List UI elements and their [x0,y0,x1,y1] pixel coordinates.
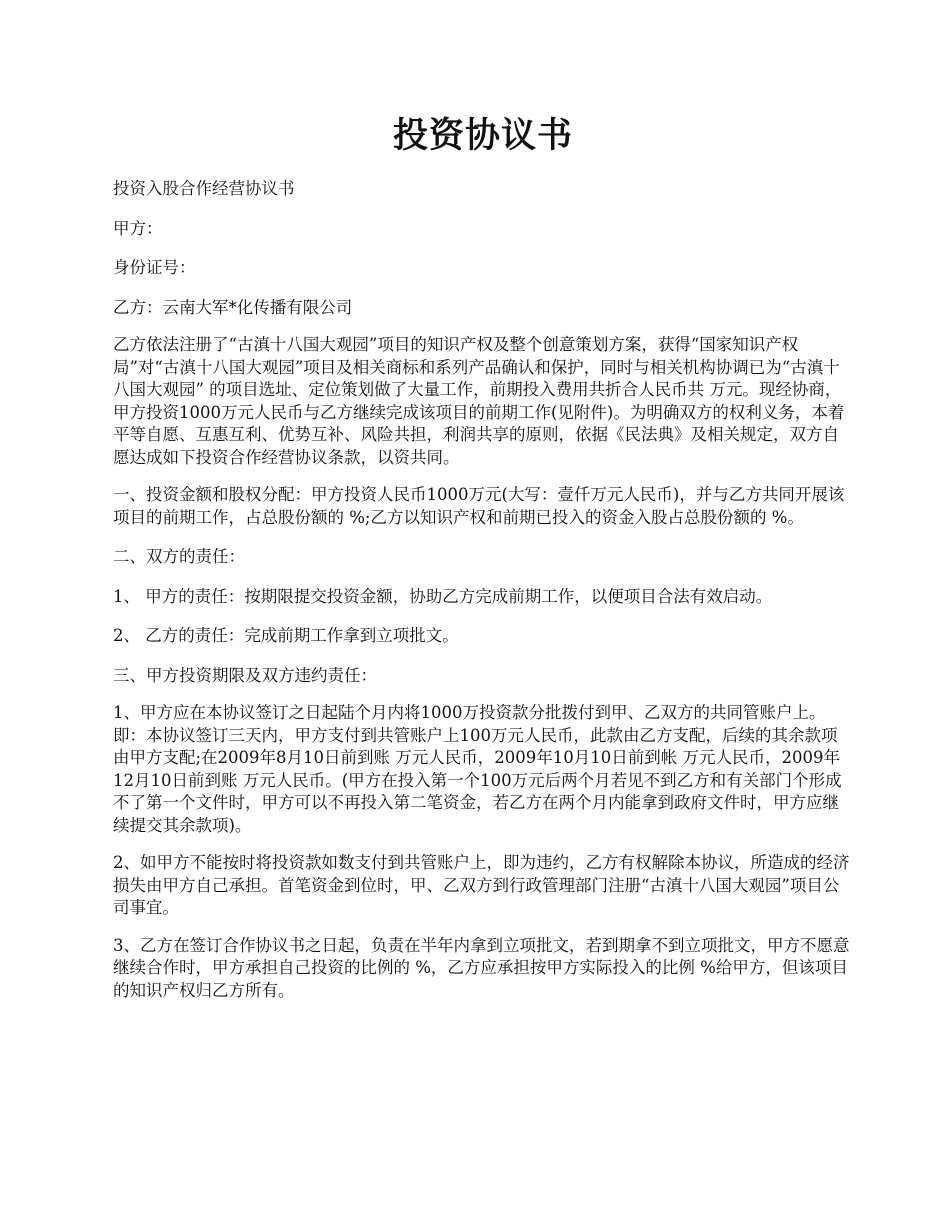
section-3-heading: 三、甲方投资期限及双方违约责任： [113,665,377,685]
section-3-item-2: 2、如甲方不能按时将投资款如数支付到共管账户上，即为违约，乙方有权解除本协议，所造成的经济损失由甲方自己承担。首笔资金到位时，甲、乙双方到行政管理部门注册“古滇十八国大观园”项目公司事宜。 [113,853,850,917]
section-1-paragraph: 一、投资金额和股权分配：甲方投资人民币1000万元(大写：壹仟万元人民币)，并与乙方共同开展该项目的前期工作，占总股份额的 %;乙方以知识产权和前期已投入的资金入股占总股份额的 %。 [113,485,845,527]
party-b-line: 乙方：云南大军*化传播有限公司 [113,297,353,317]
intro-paragraph: 乙方依法注册了“古滇十八国大观园”项目的知识产权及整个创意策划方案，获得“国家知识产权局”对“古滇十八国大观园”项目及相关商标和系列产品确认和保护，同时与相关机构协调已为“古滇十八国大观园” 的项目选址、定位策划做了大量工作，前期投入费用共折合人民币共 万元。现经协商，甲方投资1000万元人民币与乙方继续完成该项目的前期工作(见附件)。为明确双方的权利义务，本着平等自愿、互惠互利、优势互补、风险共担，利润共享的原则，依据《民法典》及相关规定，双方自愿达成如下投资合作经营协议条款，以资共同。 [113,335,845,467]
document-page [113,0,853,1002]
id-number-line: 身份证号： [113,258,196,277]
section-2-heading: 二、双方的责任： [113,547,245,566]
section-3-item-3: 3、乙方在签订合作协议书之日起，负责在半年内拿到立项批文，若到期拿不到立项批文，甲方不愿意继续合作时，甲方承担自己投资的比例的 %，乙方应承担按甲方实际投入的比例 %给甲方，但该项目的知识产权归乙方所有。 [113,935,850,1000]
document-title: 投资协议书 [392,116,573,156]
section-2-item-1: 1、 甲方的责任：按期限提交投资金额，协助乙方完成前期工作，以便项目合法有效启动。 [113,586,773,606]
party-a-line: 甲方： [113,218,163,238]
section-2-item-2: 2、 乙方的责任：完成前期工作拿到立项批文。 [113,626,459,645]
document-subtitle: 投资入股合作经营协议书 [113,179,295,198]
section-3-item-1: 1、甲方应在本协议签订之日起陆个月内将1000万投资款分批拨付到甲、乙双方的共同管账户上。即：本协议签订三天内，甲方支付到共管账户上100万元人民币，此款由乙方支配，后续的其余款项由甲方支配;在2009年8月10日前到账 万元人民币，2009年10月10日前到帐 万元人民币，2009年12月10日前到账 万元人民币。(甲方在投入第一个100万元后两个月若见不到乙方和有关部门个形成不了第一个文件时，甲方可以不再投入第二笔资金，若乙方在两个月内能拿到政府文件时，甲方应继续提交其余款项)。 [113,703,842,835]
